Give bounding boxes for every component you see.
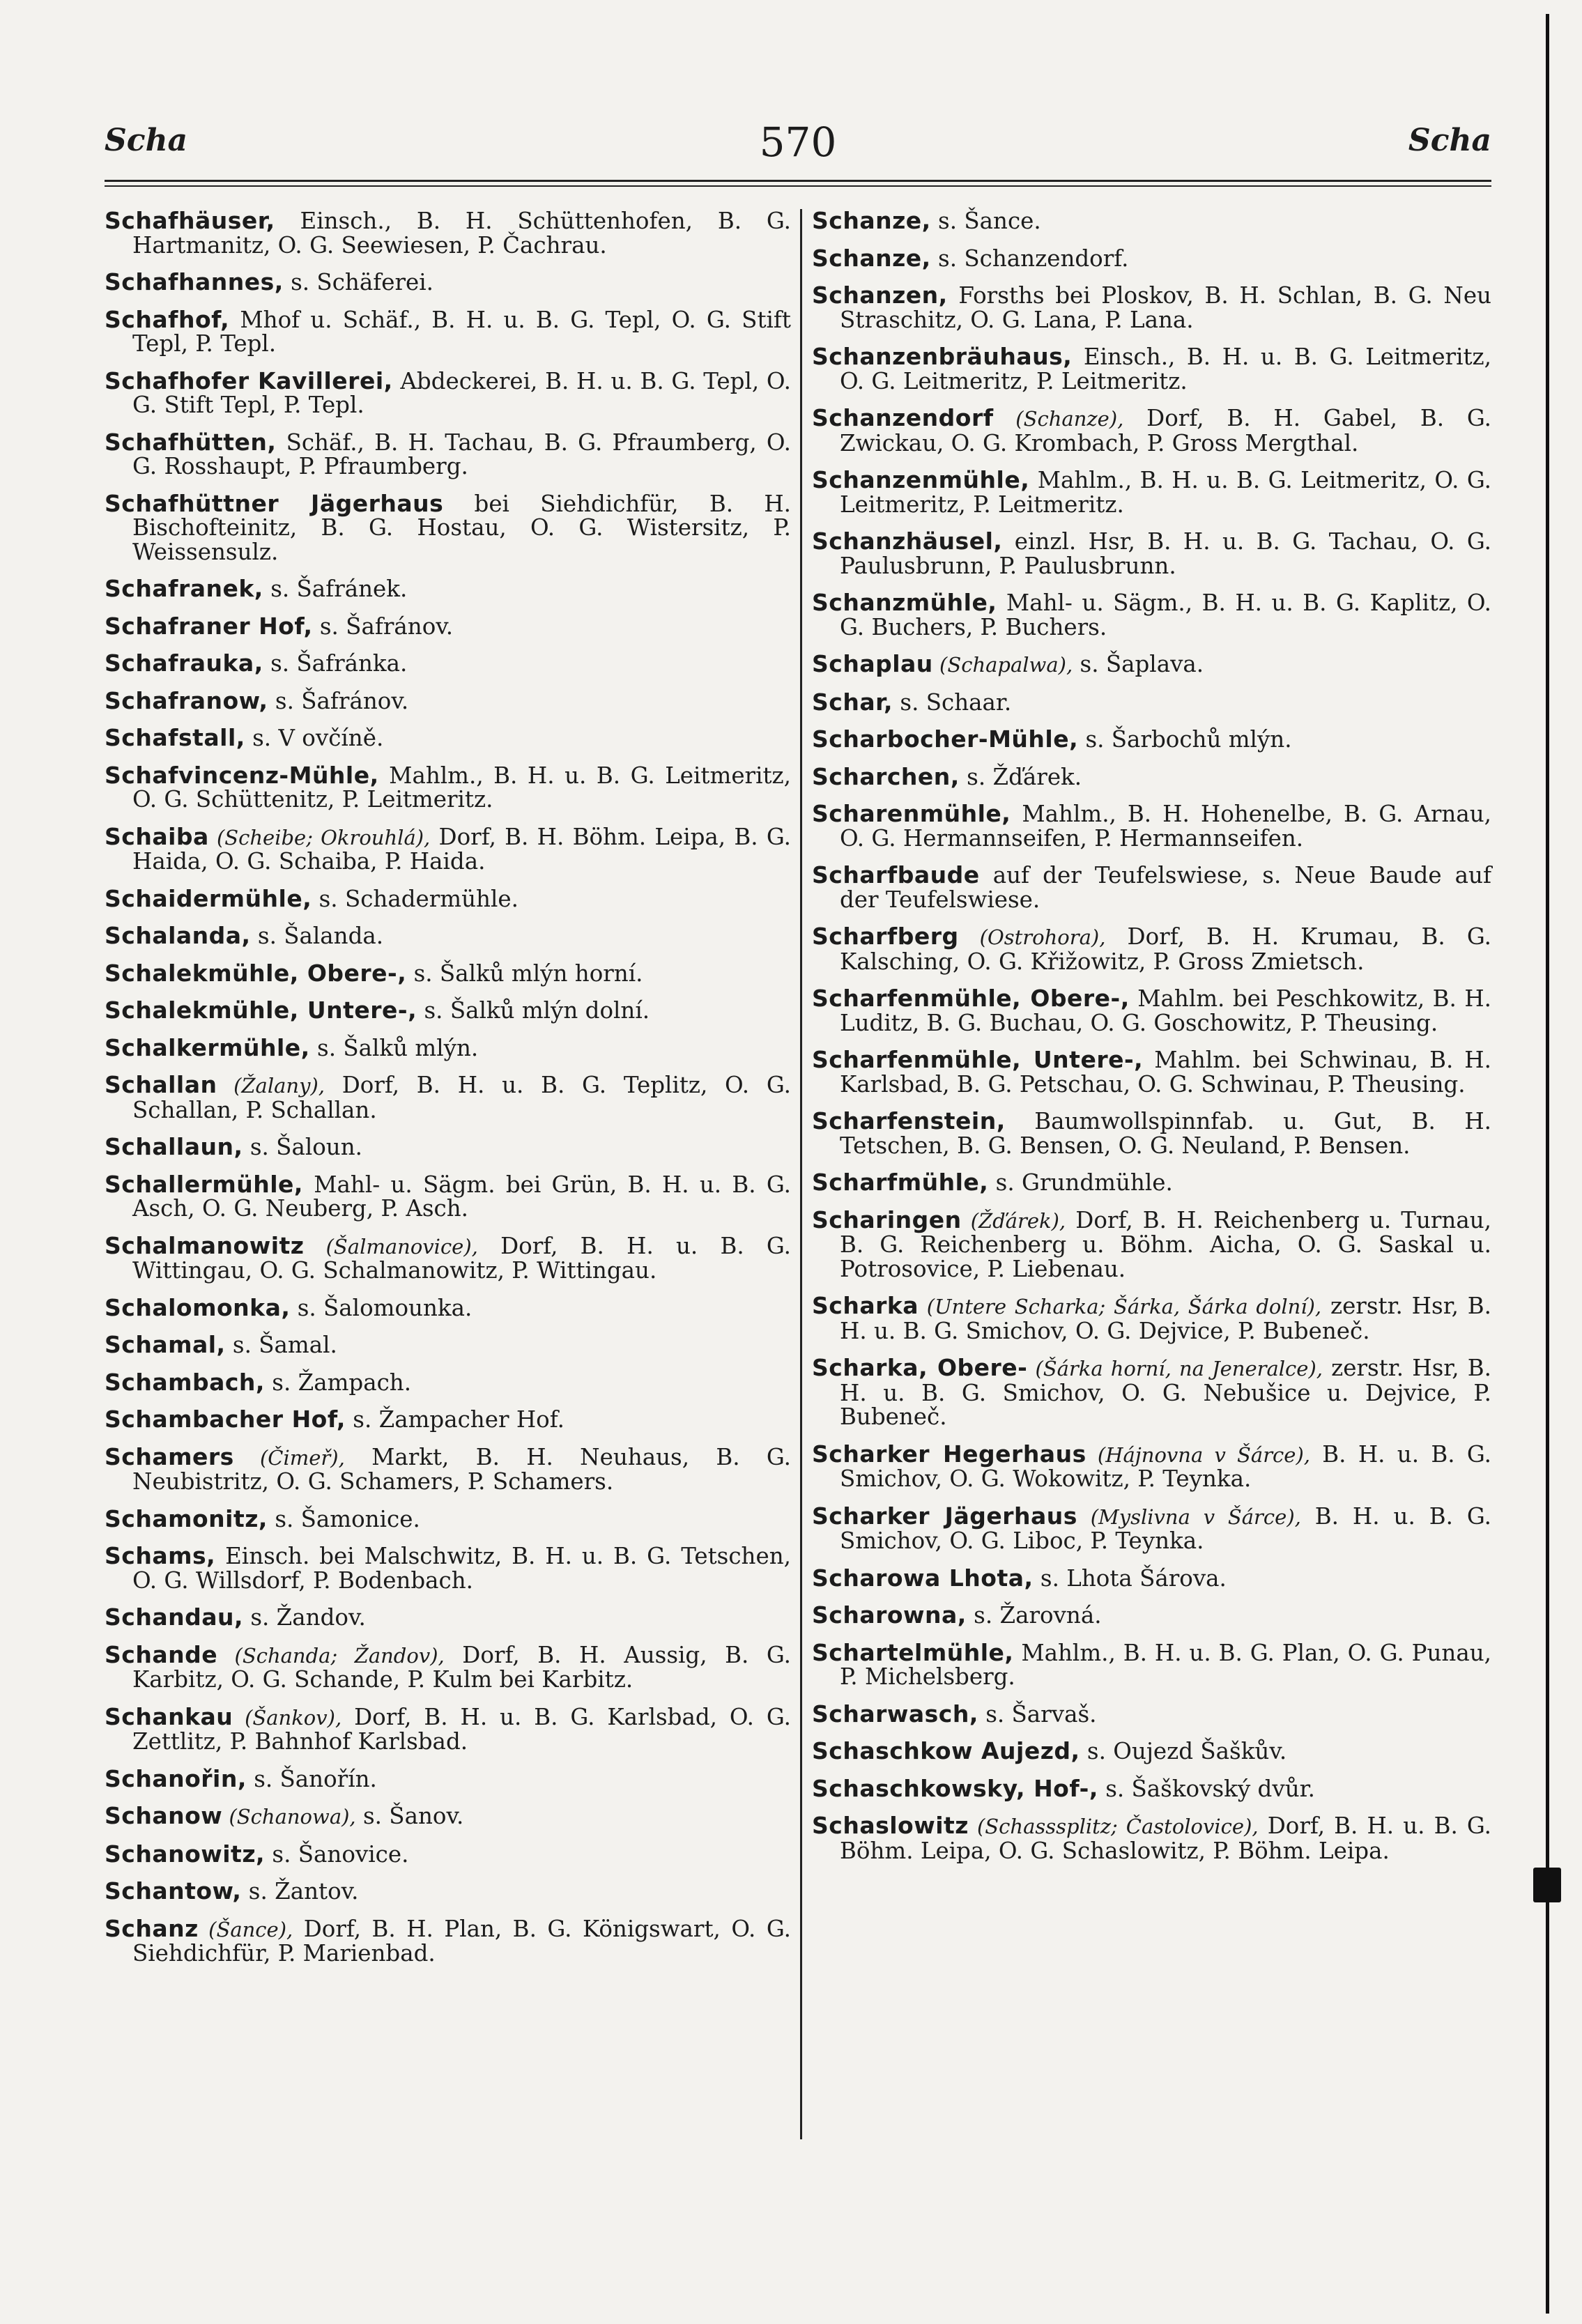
entry-headword: Schanzenmühle, — [812, 466, 1030, 493]
entry-description: s. Žandov. — [243, 1604, 366, 1631]
entry-description: s. Žarovná. — [966, 1602, 1102, 1629]
entry-description: B. H. u. B. G. Smichov, O. G. Wokowitz, P. Teynka. — [840, 1440, 1491, 1492]
entry-headword: Scharowa Lhota, — [812, 1564, 1034, 1592]
entry-alternate-name: (Šankov), — [233, 1705, 342, 1730]
left-column — [105, 209, 791, 1979]
entry-headword: Schalekmühle, Untere-, — [105, 996, 417, 1024]
entry-headword: Schanzendorf — [812, 404, 994, 431]
entry-description: s. Šance. — [930, 208, 1041, 234]
entry-headword: Schafrauka, — [105, 649, 263, 677]
gazetteer-entry — [105, 270, 791, 295]
gazetteer-entry — [812, 591, 1491, 639]
running-head-right: Scha — [1408, 123, 1491, 158]
gazetteer-entry — [105, 577, 791, 601]
entry-description: s. Šaplava. — [1073, 651, 1204, 677]
entry-headword: Schandau, — [105, 1603, 244, 1631]
entry-alternate-name: (Šalmanovice), — [304, 1234, 478, 1259]
entry-headword: Schanzhäusel, — [812, 528, 1003, 555]
entry-description: auf der Teufelswiese, s. Neue Baude auf der Teufelswiese. — [840, 862, 1491, 913]
entry-alternate-name: (Schanda; Žandov), — [217, 1643, 445, 1668]
gazetteer-entry — [812, 1208, 1491, 1282]
gazetteer-entry — [812, 762, 1491, 790]
entry-description: s. Žantov. — [241, 1878, 359, 1904]
gazetteer-entry — [105, 1914, 791, 1967]
entry-headword: Schambacher Hof, — [105, 1406, 346, 1433]
entry-description: Dorf, B. H. u. B. G. Teplitz, O. G. Schallan, P. Schallan. — [132, 1072, 791, 1123]
entry-description: zerstr. Hsr, B. H. u. B. G. Smichov, O. G. Dejvice, P. Bubeneč. — [840, 1293, 1491, 1344]
entry-headword: Scharingen — [812, 1206, 962, 1233]
gazetteer-entry — [105, 996, 791, 1024]
gazetteer-entry — [812, 725, 1491, 753]
entry-headword: Schafvincenz-Mühle, — [105, 761, 379, 789]
gazetteer-entry — [812, 1774, 1491, 1802]
gazetteer-entry — [812, 1048, 1491, 1096]
gazetteer-entry — [105, 959, 791, 987]
gazetteer-entry — [812, 244, 1491, 272]
gazetteer-entry — [812, 1171, 1491, 1195]
gazetteer-entry — [812, 1109, 1491, 1157]
gazetteer-entry — [812, 1603, 1491, 1628]
entry-headword: Schanow — [105, 1802, 223, 1829]
entry-headword: Scharfenstein, — [812, 1107, 1006, 1134]
gazetteer-entry — [812, 209, 1491, 233]
gazetteer-entry — [105, 1640, 792, 1693]
entry-headword: Scharker Jägerhaus — [812, 1502, 1077, 1530]
entry-description: Baumwollspinnfab. u. Gut, B. H. Tetschen, B. G. Bensen, O. G. Neuland, P. Bensen. — [840, 1108, 1491, 1159]
entry-description: s. Šafránov. — [312, 613, 454, 640]
entry-description: Einsch. bei Malschwitz, B. H. u. B. G. Tetschen, O. G. Willsdorf, P. Bodenbach. — [132, 1543, 791, 1594]
entry-alternate-name: (Čimeř), — [233, 1445, 345, 1470]
entry-description: s. Žampach. — [264, 1369, 412, 1396]
gazetteer-entry — [812, 987, 1491, 1035]
entry-headword: Scharfmühle, — [812, 1169, 989, 1196]
gazetteer-entry — [812, 1814, 1491, 1863]
gazetteer-entry — [812, 802, 1491, 850]
entry-headword: Schamers — [105, 1442, 234, 1470]
entry-headword: Schanzenbräuhaus, — [812, 343, 1073, 370]
entry-description: Forsths bei Ploskov, B. H. Schlan, B. G. Neu Straschitz, O. G. Lana, P. Lana. — [840, 282, 1491, 333]
entry-description: Dorf, B. H. Krumau, B. G. Kalsching, O. G. Křižowitz, P. Gross Zmietsch. — [840, 923, 1491, 975]
entry-alternate-name: (Žalany), — [217, 1074, 325, 1098]
entry-description: s. V ovčíně. — [245, 725, 384, 751]
entry-description: Dorf, B. H. Plan, B. G. Königswart, O. G. Siehdichfür, P. Marienbad. — [132, 1915, 791, 1967]
entry-description: s. Grundmühle. — [988, 1169, 1173, 1196]
page-edge-border — [1546, 14, 1549, 2314]
gazetteer-entry — [812, 652, 1491, 677]
entry-description: Mahlm., B. H. u. B. G. Plan, O. G. Punau, P. Michelsberg. — [840, 1639, 1491, 1690]
entry-description: Mhof u. Schäf., B. H. u. B. G. Tepl, O. G. Stift Tepl, P. Tepl. — [132, 306, 791, 357]
entry-headword: Scharfberg — [812, 923, 959, 950]
gazetteer-entry — [105, 1702, 791, 1755]
entry-description: Dorf, B. H. u. B. G. Karlsbad, O. G. Zettlitz, P. Bahnhof Karlsbad. — [132, 1703, 791, 1755]
gazetteer-entry — [105, 1603, 791, 1631]
gazetteer-entry — [812, 406, 1491, 455]
entry-headword: Schalomonka, — [105, 1293, 291, 1321]
entry-headword: Schaslowitz — [812, 1812, 969, 1839]
entry-description: s. Šalomounka. — [290, 1294, 473, 1321]
entry-headword: Schantow, — [105, 1877, 242, 1904]
entry-description: s. Lhota Šárova. — [1033, 1564, 1227, 1592]
entry-headword: Schaschkowsky, Hof-, — [812, 1774, 1098, 1802]
gazetteer-entry — [105, 305, 791, 357]
gazetteer-entry — [105, 1764, 791, 1792]
entry-description: s. Šalků mlýn horní. — [406, 960, 643, 987]
entry-headword: Schamal, — [105, 1331, 226, 1358]
entry-headword: Scharbocher-Mühle, — [812, 725, 1079, 753]
entry-headword: Schaiba — [105, 822, 209, 850]
entry-headword: Schalekmühle, Obere-, — [105, 959, 407, 987]
entry-headword: Schalanda, — [105, 922, 251, 949]
gazetteer-entry — [105, 1544, 791, 1592]
column-divider — [800, 209, 802, 2139]
entry-headword: Schafstall, — [105, 724, 245, 751]
entry-alternate-name: (Šance), — [198, 1917, 293, 1941]
gazetteer-entry — [105, 489, 791, 565]
page-header — [105, 118, 1491, 174]
entry-headword: Schanzmühle, — [812, 589, 997, 616]
entry-alternate-name: (Hájnovna v Šárce), — [1086, 1442, 1310, 1467]
gazetteer-entry — [105, 1442, 791, 1495]
gazetteer-entry — [105, 1073, 791, 1122]
entry-description: Dorf, B. H. Reichenberg u. Turnau, B. G. Reichenberg u. Böhm. Aicha, O. G. Saskal u. Potrosovice, P. Liebenau. — [840, 1206, 1492, 1282]
entry-headword: Schallan — [105, 1071, 217, 1098]
entry-description: s. Schadermühle. — [312, 885, 519, 912]
gazetteer-entry — [105, 1842, 791, 1867]
entry-description: bei Siehdichfür, B. H. Bischofteinitz, B. G. Hostau, O. G. Wistersitz, P. Weissensulz. — [132, 490, 791, 565]
gazetteer-entry — [105, 369, 791, 417]
entry-headword: Schafhäuser, — [105, 207, 275, 234]
entry-description: Markt, B. H. Neuhaus, B. G. Neubistritz, O. G. Schamers, P. Schamers. — [132, 1443, 791, 1495]
gazetteer-entry — [105, 209, 791, 257]
gazetteer-entry — [812, 1638, 1491, 1690]
entry-headword: Schankau — [105, 1702, 233, 1730]
header-rule — [105, 180, 1491, 187]
entry-headword: Schafhannes, — [105, 268, 284, 295]
gazetteer-entry — [812, 345, 1491, 393]
entry-description: s. Šafránov. — [268, 687, 409, 714]
gazetteer-entry — [105, 1333, 791, 1357]
running-head-left: Scha — [105, 123, 188, 158]
entry-alternate-name: (Scheibe; Okrouhlá), — [208, 825, 431, 849]
entry-description: s. Žďárek. — [959, 763, 1082, 790]
entry-alternate-name: (Schanowa), — [222, 1805, 356, 1829]
entry-headword: Schafranek, — [105, 575, 263, 602]
entry-description: s. Šanov. — [355, 1803, 464, 1829]
gazetteer-entry — [105, 1033, 791, 1061]
entry-headword: Scharfenmühle, Obere-, — [812, 985, 1130, 1012]
entry-headword: Schanze, — [812, 244, 931, 272]
entry-description: s. Schaar. — [893, 688, 1012, 716]
gazetteer-entry — [812, 468, 1491, 516]
entry-headword: Schafraner Hof, — [105, 612, 313, 640]
entry-headword: Scharka, Obere- — [812, 1354, 1028, 1381]
entry-description: Mahlm., B. H. Hohenelbe, B. G. Arnau, O. G. Hermannseifen, P. Hermannseifen. — [840, 801, 1491, 852]
entry-alternate-name: (Šárka horní, na Jeneralce), — [1027, 1357, 1323, 1380]
page-edge-mark — [1533, 1868, 1561, 1902]
entry-headword: Scharfenmühle, Untere-, — [812, 1046, 1144, 1073]
gazetteer-entry — [812, 1294, 1491, 1343]
entry-headword: Scharfbaude — [812, 861, 980, 888]
gazetteer-entry — [105, 761, 791, 813]
entry-headword: Schande — [105, 1640, 218, 1668]
entry-alternate-name: (Schapalwa), — [932, 653, 1073, 677]
entry-headword: Schanowitz, — [105, 1840, 266, 1868]
gazetteer-entry — [105, 1408, 791, 1432]
gazetteer-entry — [812, 1442, 1491, 1491]
entry-headword: Schanze, — [812, 207, 931, 234]
entry-description: Dorf, B. H. u. B. G. Böhm. Leipa, O. G. Schaslowitz, P. Böhm. Leipa. — [840, 1813, 1491, 1864]
entry-description: Mahl- u. Sägm. bei Grün, B. H. u. B. G. Asch, O. G. Neuberg, P. Asch. — [132, 1171, 791, 1222]
gazetteer-entry — [812, 1502, 1491, 1554]
entry-description: s. Žampacher Hof. — [345, 1406, 565, 1433]
entry-headword: Schaidermühle, — [105, 884, 312, 912]
entry-alternate-name: (Schanze), — [993, 407, 1124, 431]
entry-headword: Schanz — [105, 1914, 199, 1942]
entry-headword: Schanořin, — [105, 1764, 247, 1792]
entry-alternate-name: (Žďárek), — [961, 1208, 1066, 1233]
entry-description: Dorf, B. H. Aussig, B. G. Karbitz, O. G. Schande, P. Kulm bei Karbitz. — [132, 1641, 792, 1693]
entry-headword: Schalmanowitz — [105, 1231, 305, 1259]
entry-description: s. Šalanda. — [250, 923, 384, 949]
entry-alternate-name: (Untere Scharka; Šárka, Šárka dolní), — [919, 1295, 1322, 1318]
entry-alternate-name: (Schasssplitz; Častolovice), — [969, 1815, 1259, 1838]
entry-headword: Schaschkow Aujezd, — [812, 1737, 1080, 1764]
gazetteer-entry — [812, 1356, 1491, 1429]
entry-description: s. Schanzendorf. — [930, 245, 1129, 272]
entry-description: B. H. u. B. G. Smichov, O. G. Liboc, P. Teynka. — [840, 1502, 1491, 1554]
entry-description: s. Šamonice. — [267, 1505, 420, 1532]
entry-headword: Schafhüttner Jägerhaus — [105, 489, 444, 517]
gazetteer-entry — [812, 530, 1491, 578]
entry-description: Einsch., B. H. Schüttenhofen, B. G. Hartmanitz, O. G. Seewiesen, P. Čachrau. — [132, 208, 791, 259]
gazetteer-entry — [105, 1135, 791, 1160]
entry-description: zerstr. Hsr, B. H. u. B. G. Smichov, O. G. Nebušice u. Dejvice, P. Bubeneč. — [840, 1355, 1491, 1430]
entry-description: Abdeckerei, B. H. u. B. G. Tepl, O. G. Stift Tepl, P. Tepl. — [132, 367, 791, 418]
entry-headword: Schallaun, — [105, 1133, 243, 1160]
entry-description: s. Šalků mlýn dolní. — [417, 997, 650, 1024]
gazetteer-entry — [105, 1368, 791, 1396]
entry-headword: Schafhofer Kavillerei, — [105, 367, 393, 394]
entry-description: Dorf, B. H. Gabel, B. G. Zwickau, O. G. Krombach, P. Gross Mergthal. — [840, 405, 1492, 456]
entry-description: s. Oujezd Šaškův. — [1080, 1738, 1287, 1764]
gazetteer-entry — [105, 884, 791, 912]
gazetteer-entry — [812, 688, 1491, 716]
entry-headword: Scharenmühle, — [812, 800, 1011, 827]
entry-headword: Schambach, — [105, 1368, 265, 1396]
entry-description: s. Šarbochů mlýn. — [1078, 726, 1292, 753]
gazetteer-entry — [812, 1739, 1491, 1764]
entry-description: s. Šaškovský dvůr. — [1098, 1775, 1315, 1802]
entry-description: Dorf, B. H. Böhm. Leipa, B. G. Haida, O. G. Schaiba, P. Haida. — [132, 823, 791, 875]
gazetteer-entry — [105, 428, 791, 479]
entry-description: s. Šalků mlýn. — [309, 1034, 479, 1061]
entry-description: Schäf., B. H. Tachau, B. G. Pfraumberg, O. G. Rosshaupt, P. Pfraumberg. — [132, 429, 791, 479]
entry-description: Mahlm. bei Peschkowitz, B. H. Luditz, B. G. Buchau, O. G. Goschowitz, P. Theusing. — [840, 985, 1491, 1036]
entry-headword: Schams, — [105, 1542, 216, 1569]
entry-headword: Schalkermühle, — [105, 1033, 310, 1061]
entry-headword: Schafhütten, — [105, 428, 277, 456]
entry-description: Einsch., B. H. u. B. G. Leitmeritz, O. G. Leitmeritz, P. Leitmeritz. — [840, 344, 1491, 394]
entry-description: Mahl- u. Sägm., B. H. u. B. G. Kaplitz, O. G. Buchers, P. Buchers. — [840, 590, 1491, 640]
gazetteer-entry — [105, 822, 791, 875]
gazetteer-entry — [105, 1879, 791, 1904]
gazetteer-entry — [105, 649, 791, 677]
entry-headword: Schar, — [812, 688, 893, 716]
entry-headword: Scharwasch, — [812, 1700, 978, 1727]
gazetteer-entry — [812, 1702, 1491, 1727]
entry-description: einzl. Hsr, B. H. u. B. G. Tachau, O. G. Paulusbrunn, P. Paulusbrunn. — [840, 528, 1491, 579]
gazetteer-entry — [812, 863, 1491, 911]
entry-description: Mahlm., B. H. u. B. G. Leitmeritz, O. G. Leitmeritz, P. Leitmeritz. — [840, 467, 1491, 518]
entry-alternate-name: (Myslivna v Šárce), — [1077, 1505, 1301, 1529]
entry-headword: Schamonitz, — [105, 1505, 268, 1532]
gazetteer-entry — [105, 1231, 792, 1284]
gazetteer-entry — [812, 925, 1491, 974]
entry-description: s. Šanovice. — [265, 1840, 409, 1868]
gazetteer-entry — [812, 1564, 1491, 1592]
entry-headword: Scharka — [812, 1292, 919, 1319]
entry-headword: Schanzen, — [812, 282, 948, 309]
entry-description: Mahlm. bei Schwinau, B. H. Karlsbad, B. G. Petschau, O. G. Schwinau, P. Theusing. — [840, 1047, 1491, 1098]
entry-description: s. Šanořín. — [246, 1765, 377, 1792]
entry-description: Mahlm., B. H. u. B. G. Leitmeritz, O. G. Schüttenitz, P. Leitmeritz. — [132, 762, 791, 813]
gazetteer-entry — [105, 726, 791, 751]
gazetteer-entry — [105, 1170, 791, 1222]
entry-description: s. Šamal. — [225, 1332, 337, 1358]
entry-headword: Scharker Hegerhaus — [812, 1440, 1086, 1468]
entry-headword: Schaplau — [812, 650, 933, 677]
gazetteer-entry — [105, 1293, 791, 1321]
gazetteer-entry — [105, 924, 791, 948]
entry-alternate-name: (Ostrohora), — [958, 925, 1106, 949]
right-column — [812, 209, 1491, 1876]
gazetteer-entry — [105, 1507, 791, 1532]
page-number: 570 — [759, 118, 837, 166]
gazetteer-entry — [105, 612, 791, 640]
entry-description: s. Šarvaš. — [978, 1700, 1097, 1727]
entry-description: s. Schäferei. — [283, 269, 433, 295]
gazetteer-entry — [812, 284, 1491, 332]
entry-headword: Scharowna, — [812, 1601, 967, 1629]
entry-description: s. Šaloun. — [243, 1134, 362, 1160]
entry-headword: Schafhof, — [105, 305, 230, 333]
entry-headword: Scharchen, — [812, 762, 960, 790]
entry-headword: Schafranow, — [105, 686, 268, 714]
entry-headword: Schallermühle, — [105, 1170, 303, 1198]
gazetteer-entry — [105, 686, 791, 714]
entry-description: Dorf, B. H. u. B. G. Wittingau, O. G. Schalmanowitz, P. Wittingau. — [132, 1232, 792, 1284]
gazetteer-entry — [105, 1804, 791, 1829]
entry-headword: Schartelmühle, — [812, 1638, 1014, 1666]
entry-description: s. Šafránek. — [263, 576, 408, 602]
entry-description: s. Šafránka. — [263, 650, 408, 677]
